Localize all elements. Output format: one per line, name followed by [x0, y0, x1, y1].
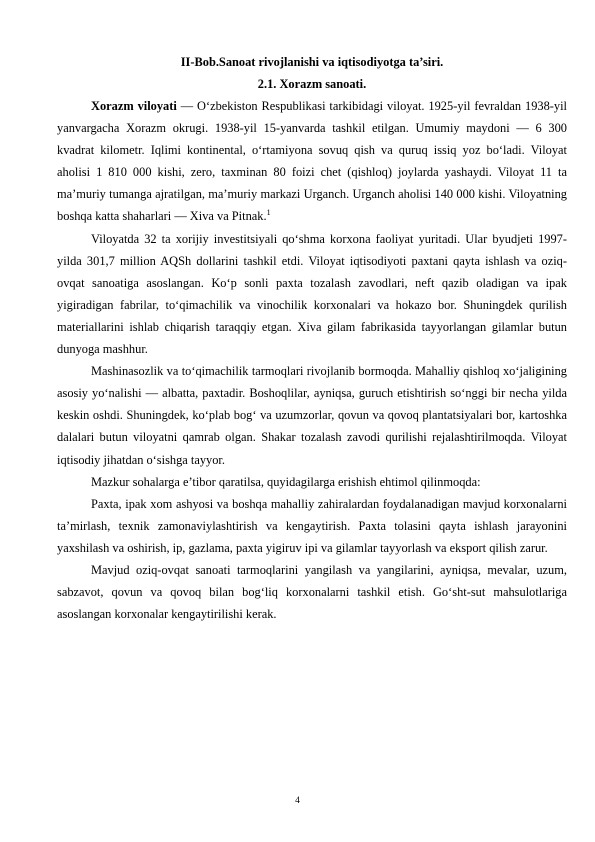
section-title: 2.1. Xorazm sanoati. [257, 77, 367, 91]
paragraph-5: Paxta, ipak xom ashyosi va boshqa mahalliy zahiralardan foydalanadigan mavjud korxonalarni ta’mirlash, texnik zamonaviylashtirish va kengaytirish. Paxta tolasini qayta ishlash jarayonini yaxshilash va oshirish, ip, gazlama, paxta yigiruv ipi va gilamlar tayyorlash va eksport qilish zarur. [57, 496, 567, 555]
paragraph-1 [57, 95, 567, 228]
paragraph-6: Mavjud oziq-ovqat sanoati tarmoqlarini yangilash va yangilarini, ayniqsa, mevalar, uzum, sabzavot, qovun va qovoq bilan bog‘liq korxonalarni tashkil etish. Go‘sht-sut mahsulotlariga asoslangan korxonalar kengaytirilishi kerak. [57, 562, 567, 622]
paragraph-3: Mashinasozlik va to‘qimachilik tarmoqlari rivojlanib bormoqda. Mahalliy qishloq xo‘jaligining asosiy yo‘nalishi — albatta, paxtadir. Boshoqlilar, ayniqsa, guruch etishtirish so‘nggi bir necha yilda keskin oshdi. Shuningdek, ko‘plab bog‘ va uzumzorlar, qovun va qovoq plantatsiyalari bor, kartoshka dalalari butun viloyatni qamrab olgan. Shakar tozalash zavodi qurilishi rejalashtirilmoqda. Viloyat iqtisodiy jihatdan o‘sishga tayyor. [57, 364, 567, 467]
chapter-title: II-Bob.Sanoat rivojlanishi va iqtisodiyotga ta’siri. [180, 55, 444, 69]
paragraph-lead-term: Xorazm viloyati [91, 99, 177, 113]
paragraph-2: Viloyatda 32 ta xorijiy investitsiyali qo‘shma korxona faoliyat yuritadi. Ular byudjeti 1997-yilda 301,7 million AQSh dollarini tashkil etdi. Viloyat iqtisodiyoti paxtani qayta ishlash va oziq-ovqat sanoatiga asoslangan. Ko‘p sonli paxta tozalash zavodlari, neft qazib oladigan va ipak yigiradigan fabrilar, to‘qimachilik va vinochilik korxonalari va hokazo bor. Shuningdek qurilish materiallarini ishlab chiqarish taraqqiy etgan. Xiva gilam fabrikasida tayyorlangan gilamlar butun dunyoga mashhur. [57, 231, 567, 357]
body-text [57, 95, 567, 625]
paragraph-text: — O‘zbekiston Respublikasi tarkibidagi viloyat. 1925-yil fevraldan 1938-yil yanvargacha Xorazm okrugi. 1938-yil 15-yanvarda tashkil etilgan. Umumiy maydoni — 6 300 kvadrat kilometr. Iqlimi kontinental, o‘rtamiyona sovuq qish va quruq issiq yoz bo‘ladi. Viloyat aholisi 1 810 000 kishi, zero, taxminan 80 foizi chet (qishloq) joylarda yashaydi. Viloyat 11 ta ma’muriy tumanga ajratilgan, ma’muriy markazi Urganch. Urganch aholisi 140 000 kishi. Viloyatning boshqa katta shaharlari — Xiva va Pitnak. [57, 99, 567, 224]
paragraph-4: Mazkur sohalarga e’tibor qaratilsa, quyidagilarga erishish ehtimol qilinmoqda: [91, 474, 481, 489]
footnote-reference[interactable]: 1 [266, 208, 271, 218]
page-number: 4 [295, 796, 300, 806]
